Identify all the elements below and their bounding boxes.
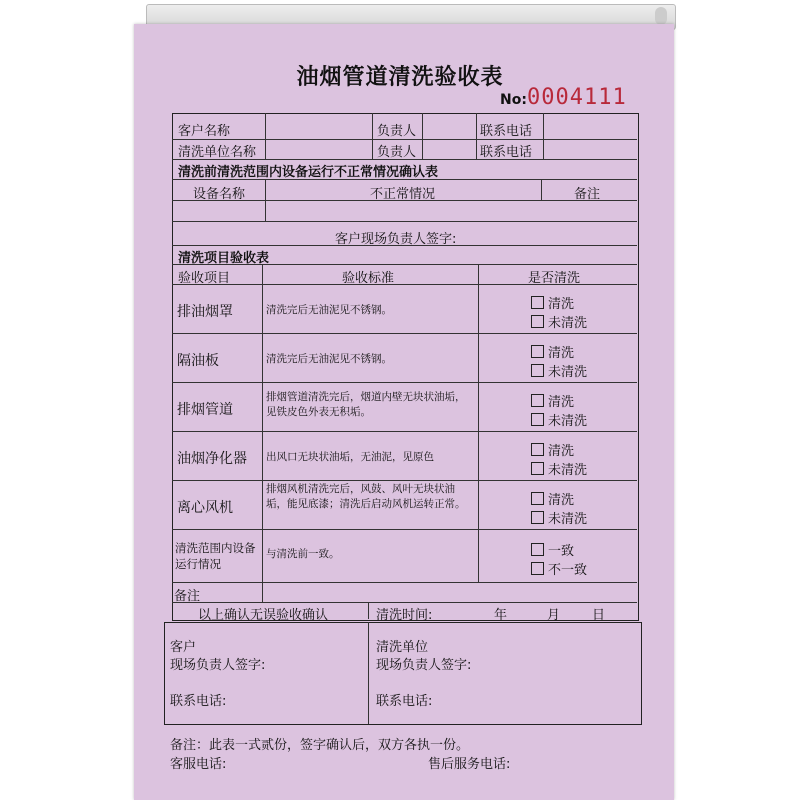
option-label: 未清洗 xyxy=(548,316,588,331)
checkbox[interactable] xyxy=(531,562,544,575)
col-cleaned: 是否清洗 xyxy=(528,271,581,286)
fan-not-cleaned-option[interactable] xyxy=(531,508,587,527)
unit-sign-label: 现场负责人签字: xyxy=(376,658,472,673)
remark-label: 备注 xyxy=(174,589,201,604)
service-phone-label: 客服电话: xyxy=(170,757,227,772)
checkbox[interactable] xyxy=(531,315,544,328)
customer-sign-label: 客户现场负责人签字: xyxy=(335,232,457,247)
customer-name-label: 客户名称 xyxy=(178,124,231,139)
option-label: 清洗 xyxy=(548,297,575,312)
month-label: 月 xyxy=(547,608,561,623)
footer-note: 备注：此表一式贰份，签字确认后，双方各执一份。 xyxy=(170,738,470,753)
item-equipment-status: 清洗范围内设备运行情况 xyxy=(175,541,256,571)
serial-number-label: No: xyxy=(500,92,527,108)
cleaning-time-label: 清洗时间: xyxy=(376,608,433,623)
item-hood: 排油烟罩 xyxy=(177,304,233,320)
checkbox[interactable] xyxy=(531,443,544,456)
checkbox[interactable] xyxy=(531,394,544,407)
checkbox[interactable] xyxy=(531,296,544,309)
customer-phone-label: 联系电话 xyxy=(480,124,533,139)
item-oil-baffle: 隔油板 xyxy=(177,353,219,369)
checkbox[interactable] xyxy=(531,543,544,556)
option-label: 清洗 xyxy=(548,346,575,361)
after-sales-phone-label: 售后服务电话: xyxy=(428,757,511,772)
status-inconsistent-option[interactable] xyxy=(531,559,587,578)
standard-purifier: 出风口无块状油垢，无油泥，见原色 xyxy=(266,451,434,463)
duct-not-cleaned-option[interactable] xyxy=(531,410,587,429)
duct-cleaned-option[interactable] xyxy=(531,391,574,410)
cleaning-unit-label: 清洗单位名称 xyxy=(178,145,257,160)
pre-check-section-title: 清洗前清洗范围内设备运行不正常情况确认表 xyxy=(178,165,439,180)
checkbox[interactable] xyxy=(531,492,544,505)
standard-oil-baffle: 清洗完后无油泥见不锈钢。 xyxy=(266,353,392,365)
acceptance-section-title: 清洗项目验收表 xyxy=(178,251,270,266)
unit-phone-label: 联系电话: xyxy=(376,694,433,709)
form-title: 油烟管道清洗验收表 xyxy=(296,65,504,90)
option-label: 清洗 xyxy=(548,493,575,508)
checkbox[interactable] xyxy=(531,462,544,475)
baffle-not-cleaned-option[interactable] xyxy=(531,361,587,380)
customer-sign-label: 现场负责人签字: xyxy=(170,658,266,673)
option-label: 未清洗 xyxy=(548,365,588,380)
customer-phone-label: 联系电话: xyxy=(170,694,227,709)
purifier-not-cleaned-option[interactable] xyxy=(531,459,587,478)
year-label: 年 xyxy=(494,608,508,623)
col-device-name: 设备名称 xyxy=(193,187,246,202)
col-item: 验收项目 xyxy=(178,271,231,286)
option-label: 清洗 xyxy=(548,395,575,410)
option-label: 不一致 xyxy=(548,563,588,578)
checkbox[interactable] xyxy=(531,413,544,426)
checkbox[interactable] xyxy=(531,511,544,524)
hood-not-cleaned-option[interactable] xyxy=(531,312,587,331)
baffle-cleaned-option[interactable] xyxy=(531,342,574,361)
serial-number: 0004111 xyxy=(527,85,627,110)
option-label: 清洗 xyxy=(548,444,575,459)
status-consistent-option[interactable] xyxy=(531,540,574,559)
standard-hood: 清洗完后无油泥见不锈钢。 xyxy=(266,304,392,316)
customer-title: 客户 xyxy=(170,640,197,655)
option-label: 未清洗 xyxy=(548,512,588,527)
standard-exhaust-duct: 排烟管道清洗完后，烟道内壁无块状油垢，见铁皮色外表无积垢。 xyxy=(266,391,466,418)
standard-centrifugal-fan: 排烟风机清洗完后，风鼓、风叶无块状油垢，能见底漆；清洗后启动风机运转正常。 xyxy=(266,483,466,510)
col-remark: 备注 xyxy=(574,187,601,202)
fan-cleaned-option[interactable] xyxy=(531,489,574,508)
option-label: 未清洗 xyxy=(548,414,588,429)
purifier-cleaned-option[interactable] xyxy=(531,440,574,459)
option-label: 未清洗 xyxy=(548,463,588,478)
checkbox[interactable] xyxy=(531,345,544,358)
hood-cleaned-option[interactable] xyxy=(531,293,574,312)
col-standard: 验收标准 xyxy=(342,271,395,286)
standard-equipment-status: 与清洗前一致。 xyxy=(266,548,340,560)
binding-roll xyxy=(655,7,667,25)
option-label: 一致 xyxy=(548,544,575,559)
checkbox[interactable] xyxy=(531,364,544,377)
unit-title: 清洗单位 xyxy=(376,640,429,655)
confirm-statement: 以上确认无误验收确认 xyxy=(198,608,329,623)
item-purifier: 油烟净化器 xyxy=(177,451,247,467)
item-exhaust-duct: 排烟管道 xyxy=(177,402,233,418)
unit-phone-label: 联系电话 xyxy=(480,145,533,160)
col-abnormal: 不正常情况 xyxy=(370,187,436,202)
customer-person-label: 负责人 xyxy=(377,124,417,139)
unit-person-label: 负责人 xyxy=(377,145,417,160)
item-centrifugal-fan: 离心风机 xyxy=(177,500,233,516)
day-label: 日 xyxy=(592,608,606,623)
